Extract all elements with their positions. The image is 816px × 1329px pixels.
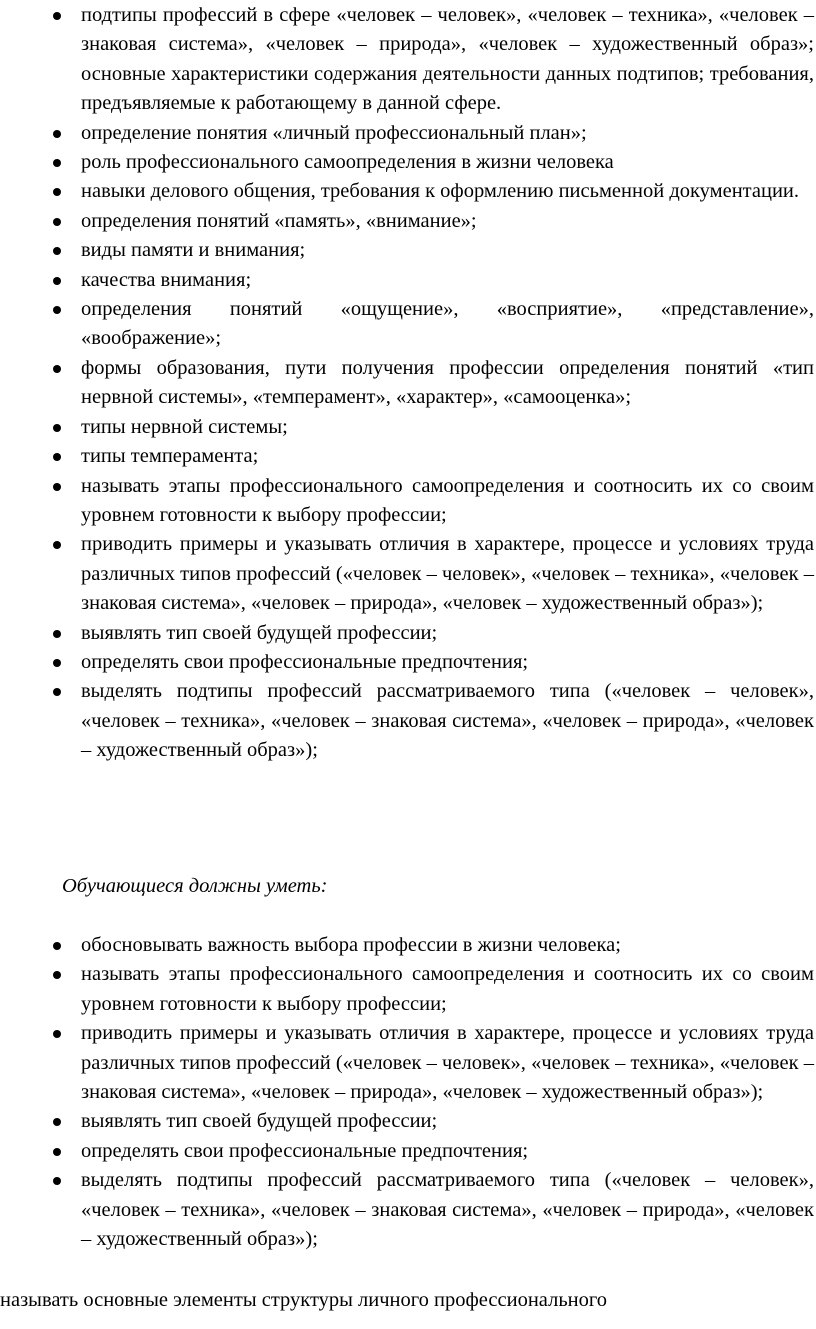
bullet-icon — [53, 1177, 61, 1185]
bullet-icon — [53, 277, 61, 285]
bullet-icon — [53, 365, 61, 373]
section-heading: Обучающиеся должны уметь: — [62, 875, 328, 897]
list-item — [0, 207, 816, 236]
list-item — [0, 931, 816, 960]
bullet-icon — [53, 688, 61, 696]
list-item-text: определения понятий «память», «внимание»; — [81, 209, 477, 232]
list-item — [0, 236, 816, 265]
bullet-icon — [53, 218, 61, 226]
list-item-text: выделять подтипы профессий рассматриваемого типа («человек – человек», «человек – техника», «человек – знаковая система», «человек – природа», «человек – художественный образ»); — [81, 680, 814, 762]
list-item-text: типы темперамента; — [81, 445, 259, 468]
list-item-text: называть этапы профессионального самоопределения и соотносить их со своим уровнем готовности к выбору профессии; — [81, 474, 814, 526]
list-item-text: приводить примеры и указывать отличия в характере, процессе и условиях труда различных типов профессий («человек – человек», «человек – техника», «человек – знаковая система», «человек – природа», «человек – художественный образ»); — [81, 533, 814, 615]
list-item — [0, 619, 816, 648]
list-item — [0, 530, 816, 618]
list-item-text: подтипы профессий в сфере «человек – человек», «человек – техника», «человек – знаковая система», «человек – природа», «человек – художественный образ»; основные характеристики содержания деятельности данных подтипов; требования, предъявляемые к работающему в данной сфере. — [81, 4, 814, 115]
bullet-icon — [53, 12, 61, 20]
bullet-icon — [53, 424, 61, 432]
list-item-text: виды памяти и внимания; — [81, 239, 306, 262]
bullet-icon — [53, 130, 61, 138]
bullet-icon — [53, 188, 61, 196]
bullet-icon — [53, 453, 61, 461]
list-item-text: выявлять тип своей будущей профессии; — [81, 621, 438, 644]
list-item — [0, 354, 816, 413]
list-item-text: определения понятий «ощущение», «восприятие», «представление», «воображение»; — [81, 298, 814, 350]
list-item-text: приводить примеры и указывать отличия в характере, процессе и условиях труда различных типов профессий («человек – человек», «человек – техника», «человек – знаковая система», «человек – природа», «человек – художественный образ»); — [81, 1022, 814, 1104]
bullet-icon — [53, 659, 61, 667]
list-item — [0, 177, 816, 206]
list-item — [0, 648, 816, 677]
bullet-icon — [53, 942, 61, 950]
list-item — [0, 1107, 816, 1136]
list-item — [0, 266, 816, 295]
trailing-paragraph: называть основные элементы структуры личного профессионального — [0, 1289, 608, 1311]
list-item-text: обосновывать важность выбора профессии в жизни человека; — [81, 934, 621, 956]
list-item-text: определять свои профессиональные предпочтения; — [81, 650, 529, 673]
bullet-icon — [53, 971, 61, 979]
list-item — [0, 148, 816, 177]
skills-list — [0, 931, 816, 1254]
list-item — [0, 413, 816, 442]
knowledge-list — [0, 1, 816, 766]
bullet-icon — [53, 1118, 61, 1126]
list-item-text: качества внимания; — [81, 268, 252, 291]
list-item-text: выделять подтипы профессий рассматриваемого типа («человек – человек», «человек – техника», «человек – знаковая система», «человек – природа», «человек – художественный образ»); — [81, 1169, 814, 1251]
list-item-text: определение понятия «личный профессиональный план»; — [81, 121, 587, 144]
list-item — [0, 960, 816, 1019]
bullet-icon — [53, 630, 61, 638]
list-item — [0, 1137, 816, 1166]
list-item — [0, 677, 816, 765]
list-item — [0, 472, 816, 531]
bullet-icon — [53, 541, 61, 549]
bullet-icon — [53, 306, 61, 314]
bullet-icon — [53, 1030, 61, 1038]
list-item — [0, 295, 816, 354]
bullet-icon — [53, 159, 61, 167]
list-item-text: определять свои профессиональные предпочтения; — [81, 1139, 529, 1162]
list-item — [0, 1, 816, 119]
list-item — [0, 119, 816, 148]
list-item-text: формы образования, пути получения профессии определения понятий «тип нервной системы», «темперамент», «характер», «самооценка»; — [81, 356, 814, 409]
list-item — [0, 442, 816, 471]
list-item-text: типы нервной системы; — [81, 415, 288, 438]
bullet-icon — [53, 247, 61, 255]
list-item — [0, 1019, 816, 1107]
list-item-text: называть этапы профессионального самоопределения и соотносить их со своим уровнем готовности к выбору профессии; — [81, 963, 814, 1015]
bullet-icon — [53, 1148, 61, 1156]
list-item-text: навыки делового общения, требования к оформлению письменной документации. — [81, 180, 800, 203]
list-item-text: роль профессионального самоопределения в жизни человека — [81, 151, 614, 174]
list-item — [0, 1166, 816, 1254]
list-item-text: выявлять тип своей будущей профессии; — [81, 1110, 438, 1133]
bullet-icon — [53, 483, 61, 491]
